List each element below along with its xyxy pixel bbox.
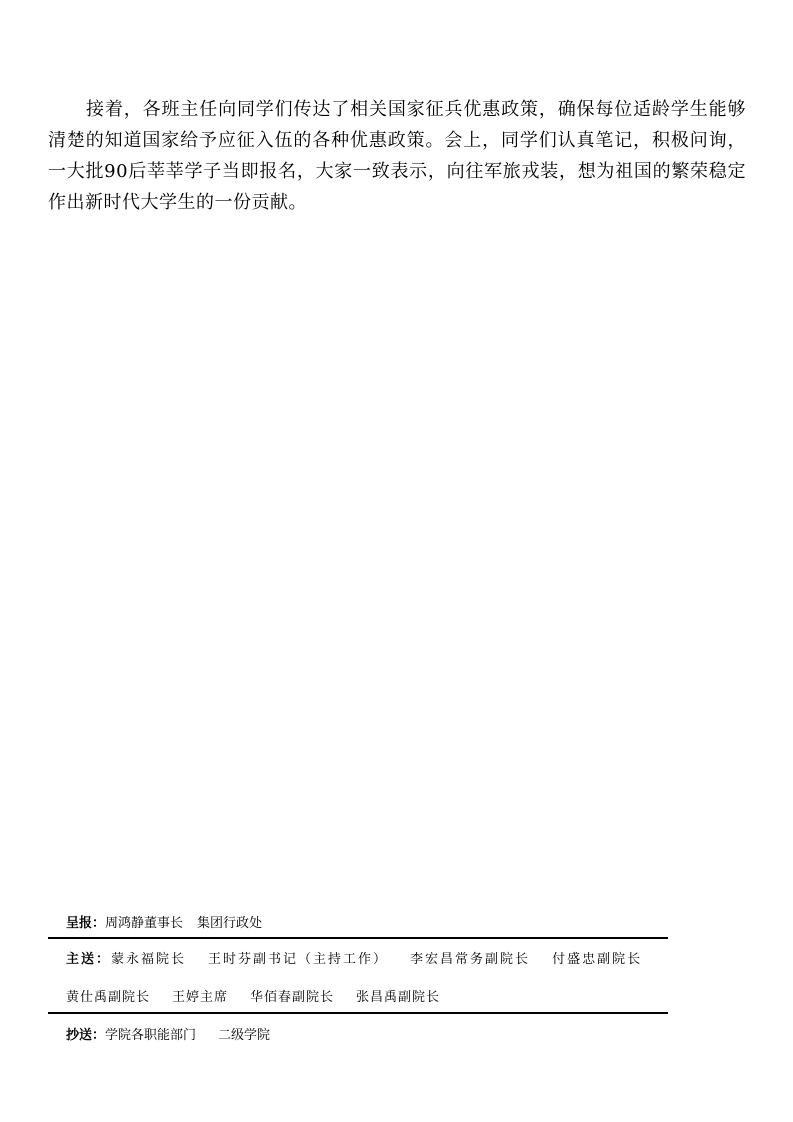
report-recipient: 周鸿静董事长	[105, 916, 184, 931]
main-recipient: 付盛忠副院长	[552, 952, 643, 967]
report-row	[66, 912, 262, 931]
copy-recipient: 学院各职能部门	[105, 1028, 197, 1043]
main-recipient: 王婷主席	[172, 990, 229, 1005]
main-recipient: 华佰春副院长	[250, 990, 335, 1005]
copy-label: 抄送：	[66, 1028, 106, 1043]
body-paragraph: 接着，各班主任向同学们传达了相关国家征兵优惠政策，确保每位适龄学生能够清楚的知道国家给予应征入伍的各种优惠政策。会上，同学们认真笔记，积极问询，一大批90后莘莘学子当即报名，大家一致表示，向往军旅戎装，想为祖国的繁荣稳定作出新时代大学生的一份贡献。	[48, 99, 746, 213]
report-label: 呈报：	[66, 916, 106, 931]
main-recipients-row-2	[66, 986, 440, 1005]
main-recipient: 黄仕禹副院长	[66, 990, 151, 1005]
divider-line	[48, 937, 668, 939]
main-recipient: 王时芬副书记（主持工作）	[208, 952, 389, 967]
report-recipient: 集团行政处	[197, 916, 263, 931]
main-recipient: 李宏昌常务副院长	[410, 952, 531, 967]
copy-recipient: 二级学院	[218, 1028, 271, 1043]
main-recipient: 蒙永福院长	[111, 952, 187, 967]
main-label: 主送：	[66, 952, 112, 967]
divider-line	[48, 1012, 668, 1014]
main-recipient: 张昌禹副院长	[356, 990, 441, 1005]
main-recipients-row	[66, 948, 642, 967]
copy-row	[66, 1024, 270, 1043]
